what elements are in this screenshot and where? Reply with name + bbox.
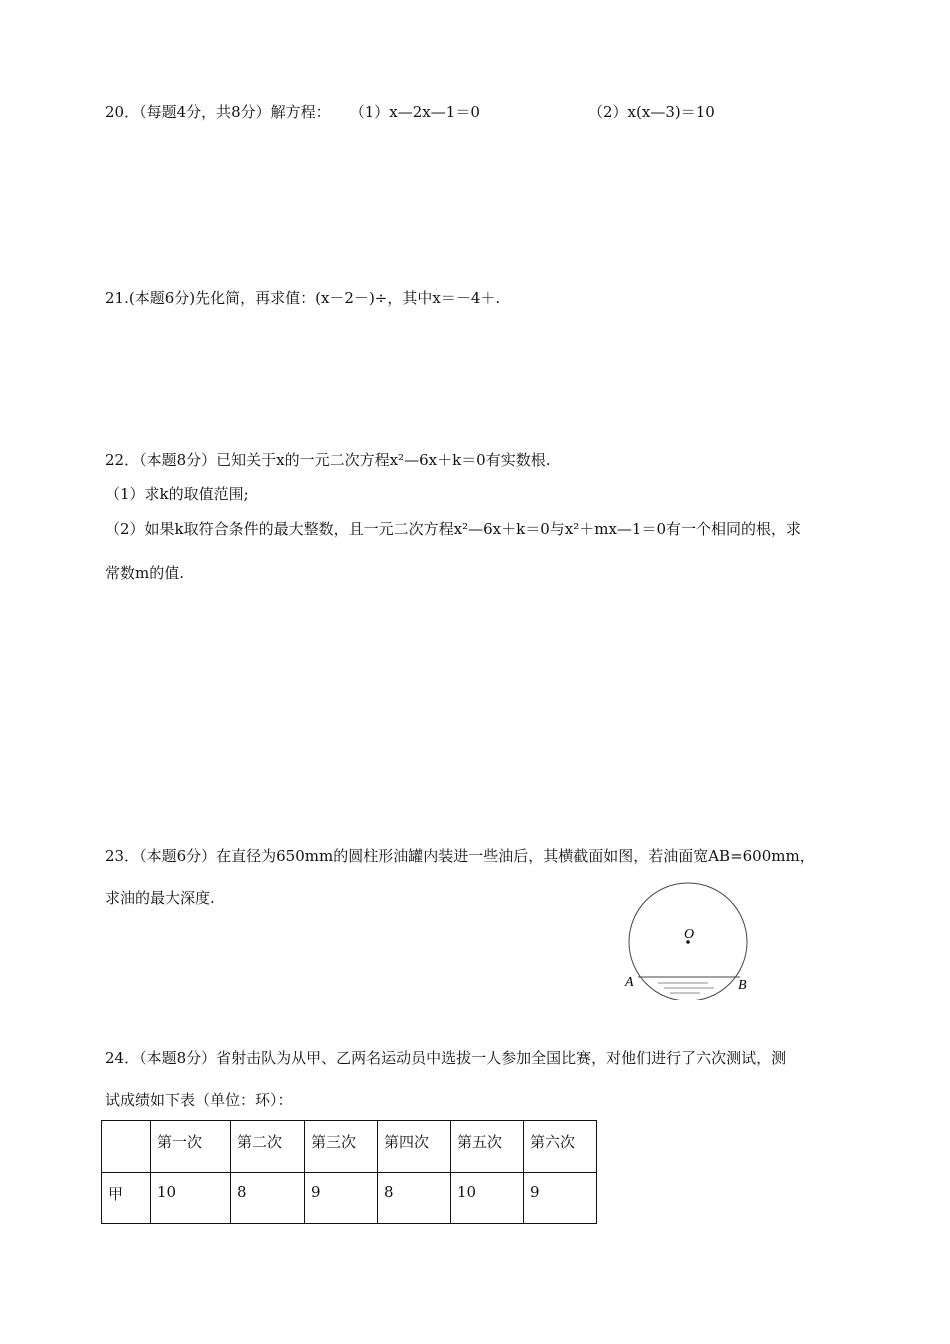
table-header-cell: 第二次 (231, 1121, 305, 1173)
q24-stem-cont: 试成绩如下表（单位：环）： (105, 1091, 293, 1109)
q20-part1: （1）x—2x—1＝0 (349, 103, 480, 121)
q23-stem: 23．（本题6分）在直径为650mm的圆柱形油罐内装进一些油后，其横截面如图，若油面宽AB=600mm， (105, 847, 815, 865)
table-cell: 甲 (102, 1173, 151, 1224)
table-header-cell: 第三次 (305, 1121, 378, 1173)
table-header-cell (102, 1121, 151, 1173)
table-header-cell: 第五次 (451, 1121, 524, 1173)
table-cell: 10 (151, 1173, 231, 1224)
table-cell: 8 (231, 1173, 305, 1224)
q20-intro: 20．（每题4分，共8分）解方程： (105, 103, 331, 121)
q22-part2: （2）如果k取符合条件的最大整数，且一元二次方程x²—6x＋k＝0与x²＋mx—1＝0有一个相同的根，求 (105, 520, 801, 538)
table-cell: 10 (451, 1173, 524, 1224)
table-cell: 8 (378, 1173, 451, 1224)
table-header-cell: 第四次 (378, 1121, 451, 1173)
table-header-cell: 第六次 (524, 1121, 597, 1173)
table-header-row (102, 1121, 597, 1173)
q22-stem: 22．（本题8分）已知关于x的一元二次方程x²—6x＋k＝0有实数根. (105, 451, 551, 469)
table-header-cell: 第一次 (151, 1121, 231, 1173)
point-a-label: A (625, 975, 634, 990)
q20-intro-line (105, 102, 480, 122)
q20-part2: （2）x(x—3)＝10 (588, 103, 715, 121)
table-cell: 9 (524, 1173, 597, 1224)
scores-table (101, 1120, 597, 1224)
q24-stem: 24．（本题8分）省射击队为从甲、乙两名运动员中选拔一人参加全国比赛，对他们进行了六次测试，测 (105, 1049, 787, 1067)
q22-part1: （1）求k的取值范围; (105, 485, 249, 503)
q23-stem-cont: 求油的最大深度. (105, 889, 215, 907)
oil-tank-figure (620, 880, 760, 1000)
point-b-label: B (738, 978, 747, 993)
table-cell: 9 (305, 1173, 378, 1224)
q22-part2-cont: 常数m的值. (105, 564, 184, 582)
center-label: O (684, 927, 695, 942)
table-row (102, 1173, 597, 1224)
q21-text: 21.(本题6分)先化简，再求值：(x－2－)÷，其中x＝－4＋. (105, 289, 501, 307)
